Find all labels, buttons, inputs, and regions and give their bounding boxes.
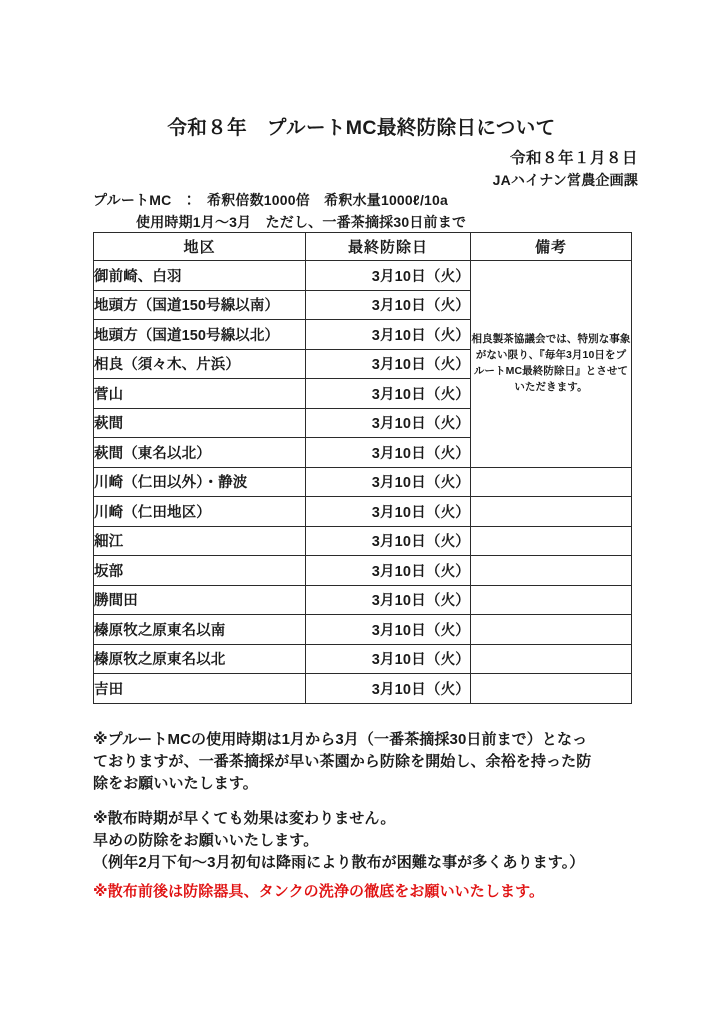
cell-date: 3月10日（火）: [306, 290, 471, 320]
schedule-table: [93, 232, 632, 704]
cell-date: 3月10日（火）: [306, 644, 471, 674]
column-header-remark: 備考: [471, 233, 632, 261]
cell-remark-empty: [471, 644, 632, 674]
table-row: [94, 556, 632, 586]
cell-date: 3月10日（火）: [306, 349, 471, 379]
note-spray-timing-line-1: ※散布時期が早くても効果は変わりません。: [93, 810, 396, 827]
cell-area: 御前崎、白羽: [94, 261, 306, 291]
table-row: [94, 497, 632, 527]
cell-date: 3月10日（火）: [306, 497, 471, 527]
note-spray-timing-line-3: （例年2月下旬～3月初旬は降雨により散布が困難な事が多くあります。）: [93, 853, 585, 871]
cell-remark-empty: [471, 526, 632, 556]
cell-date: 3月10日（火）: [306, 261, 471, 291]
cell-area: 細江: [94, 526, 306, 556]
cell-date: 3月10日（火）: [306, 408, 471, 438]
table-row: [94, 644, 632, 674]
schedule-table-container: [93, 232, 631, 704]
cell-date: 3月10日（火）: [306, 526, 471, 556]
cell-date: 3月10日（火）: [306, 674, 471, 704]
cell-date: 3月10日（火）: [306, 320, 471, 350]
cell-remark-empty: [471, 674, 632, 704]
table-header: [94, 233, 632, 261]
cell-remark-merged: 相良製茶協議会では、特別な事象がない限り、『毎年3月10日をプルートMC最終防除日』とさせていただきます。: [471, 261, 632, 468]
cell-area: 吉田: [94, 674, 306, 704]
cell-remark-empty: [471, 585, 632, 615]
cell-area: 相良（須々木、片浜）: [94, 349, 306, 379]
cell-remark-empty: [471, 556, 632, 586]
cell-date: 3月10日（火）: [306, 467, 471, 497]
table-body: [94, 261, 632, 704]
cell-remark-empty: [471, 615, 632, 645]
cell-area: 川崎（仁田地区）: [94, 497, 306, 527]
table-row: [94, 261, 632, 291]
note-usage-period-line-3: 除をお願いいたします。: [93, 774, 258, 792]
table-row: [94, 526, 632, 556]
note-usage-period-line-1: ※プルートMCの使用時期は1月から3月（一番茶摘採30日前まで）となっ: [93, 731, 588, 748]
product-spec-line-2: 使用時期1月～3月 ただし、一番茶摘採30日前まで: [136, 214, 467, 230]
cell-area: 榛原牧之原東名以北: [94, 644, 306, 674]
cell-area: 坂部: [94, 556, 306, 586]
cell-area: 地頭方（国道150号線以北）: [94, 320, 306, 350]
cell-remark-empty: [471, 497, 632, 527]
cell-date: 3月10日（火）: [306, 585, 471, 615]
table-row: [94, 615, 632, 645]
column-header-date: 最終防除日: [306, 233, 471, 261]
issuer-name: JAハイナン営農企画課: [492, 172, 638, 188]
warning-note: ※散布前後は防除器具、タンクの洗浄の徹底をお願いいたします。: [93, 883, 545, 900]
note-spray-timing-line-2: 早めの防除をお願いいたします。: [93, 831, 319, 849]
cell-date: 3月10日（火）: [306, 438, 471, 468]
page-title: 令和８年 プルートMC最終防除日について: [167, 117, 556, 139]
cell-date: 3月10日（火）: [306, 379, 471, 409]
column-header-area: 地区: [94, 233, 306, 261]
cell-area: 萩間: [94, 408, 306, 438]
cell-remark-empty: [471, 467, 632, 497]
issue-date: 令和８年１月８日: [509, 150, 638, 167]
note-spray-timing: [93, 808, 645, 873]
table-header-row: [94, 233, 632, 261]
table-row: [94, 467, 632, 497]
cell-area: 榛原牧之原東名以南: [94, 615, 306, 645]
cell-date: 3月10日（火）: [306, 556, 471, 586]
cell-area: 菅山: [94, 379, 306, 409]
product-spec-line-1: プルートMC ： 希釈倍数1000倍 希釈水量1000ℓ/10a: [93, 192, 448, 208]
table-row: [94, 674, 632, 704]
cell-area: 川崎（仁田以外）・静波: [94, 467, 306, 497]
note-usage-period: [93, 729, 645, 794]
note-usage-period-line-2: ておりますが、一番茶摘採が早い茶園から防除を開始し、余裕を持った防: [93, 752, 592, 770]
cell-area: 萩間（東名以北）: [94, 438, 306, 468]
table-row: [94, 585, 632, 615]
cell-date: 3月10日（火）: [306, 615, 471, 645]
cell-area: 地頭方（国道150号線以南）: [94, 290, 306, 320]
cell-area: 勝間田: [94, 585, 306, 615]
